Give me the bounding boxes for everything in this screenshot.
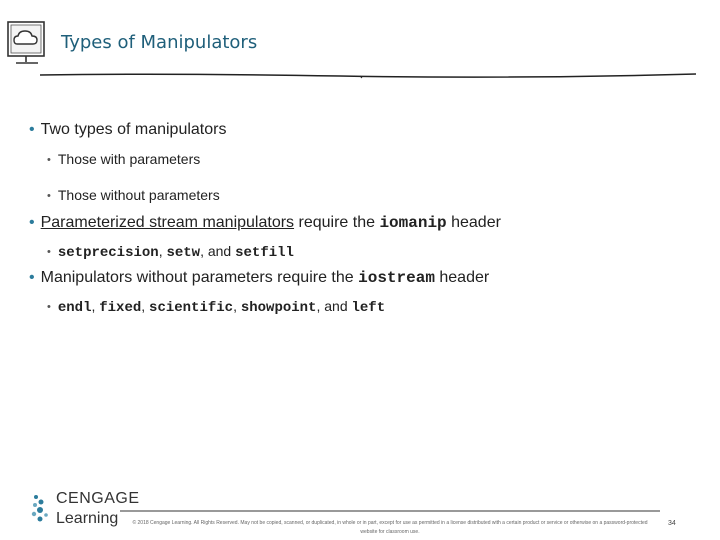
cengage-logo-icon [28, 490, 58, 528]
bullet-no-parameter-examples: • endl, fixed, scientific, showpoint, and left [47, 298, 386, 316]
bullet-dot: • [47, 301, 51, 313]
bullet-dot: • [47, 246, 51, 258]
page-number: 34 [668, 520, 676, 527]
bullet-without-parameters: • Those without parameters [47, 187, 220, 203]
bullet-dot: • [29, 121, 35, 138]
slide-title: Types of Manipulators [61, 32, 258, 53]
code-iostream: iostream [358, 269, 435, 287]
bullet-dot: • [29, 269, 35, 286]
footer-divider [120, 508, 660, 514]
logo-text-cengage: CENGAGE [56, 490, 140, 507]
title-divider [40, 70, 696, 80]
bullet-no-parameters: • Manipulators without parameters require the iostream header [29, 269, 490, 287]
parameterized-manipulators-link[interactable]: Parameterized stream manipulators [40, 214, 295, 231]
logo-text-learning: Learning [56, 510, 119, 527]
bullet-with-parameters: • Those with parameters [47, 151, 201, 167]
bullet-dot: • [47, 154, 51, 166]
bullet-two-types: • Two types of manipulators [29, 121, 227, 138]
bullet-dot: • [47, 190, 51, 202]
code-iomanip: iomanip [379, 214, 447, 232]
cloud-monitor-icon [6, 18, 46, 68]
bullet-parameterized: • Parameterized stream manipulators require the iomanip header [29, 214, 501, 232]
bullet-parameterized-examples: • setprecision, setw, and setfill [47, 243, 294, 261]
copyright-notice: © 2018 Cengage Learning. All Rights Reserved. May not be copied, scanned, or duplicated, in whole or in part, except for use as permitted in a license distributed with a certain product or service or otherwise on a password-protected website for classroom use. [132, 520, 648, 535]
bullet-dot: • [29, 214, 35, 231]
